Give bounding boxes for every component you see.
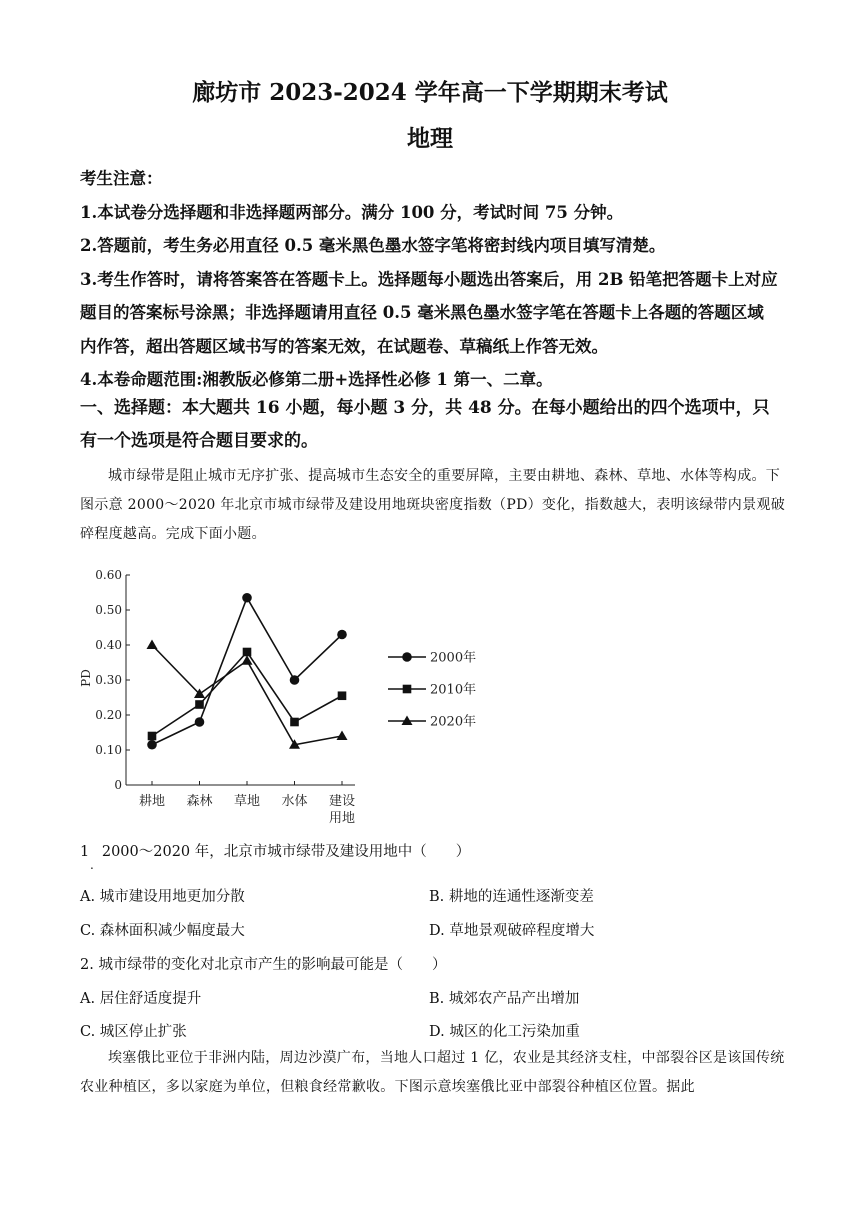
x-tick-label: 耕地 (138, 794, 166, 809)
note-item: 2.答题前，考生务必用直径 0.5 毫米黑色墨水签字笔将密封线内项目填写清楚。 (80, 236, 666, 255)
y-tick-label: 0.10 (95, 743, 122, 757)
x-tick-label: 建设 (328, 794, 356, 809)
q2-option-d: D. 城区的化工污染加重 (429, 1024, 580, 1040)
legend-item (388, 714, 476, 730)
x-tick-label: 用地 (328, 811, 356, 826)
q1-option-c: C. 森林面积减少幅度最大 (80, 923, 245, 939)
q1-option-d: D. 草地景观破碎程度增大 (429, 923, 595, 939)
x-tick-label: 水体 (281, 794, 308, 809)
data-point-square (243, 648, 252, 657)
note-item: 4.本卷命题范围:湘教版必修第二册+选择性必修 1 第一、二章。 (80, 370, 553, 389)
data-point-circle (402, 652, 412, 662)
data-point-circle (337, 630, 347, 640)
section-1 (80, 392, 785, 458)
question-1 (80, 840, 470, 861)
question-2-stem: 2. 城市绿带的变化对北京市产生的影响最可能是（ ） (80, 957, 447, 973)
data-point-circle (147, 740, 157, 750)
q1-option-b: B. 耕地的连通性逐渐变差 (429, 889, 594, 905)
q2-option-a: A. 居住舒适度提升 (80, 991, 202, 1007)
notes (80, 162, 780, 397)
q1-option-a: A. 城市建设用地更加分散 (80, 889, 245, 905)
y-tick-label: 0 (114, 778, 122, 792)
section-heading: 一、选择题：本大题共 16 小题，每小题 3 分，共 48 分。在每小题给出的四个选项中，只有一个选项是符合题目要求的。 (80, 398, 770, 451)
data-point-square (148, 732, 157, 741)
chart-series (147, 593, 348, 750)
data-point-square (290, 718, 299, 727)
chart-axes (126, 575, 355, 785)
y-tick-label: 0.60 (95, 568, 122, 582)
legend-item (388, 650, 476, 666)
data-point-triangle (147, 640, 158, 650)
pd-line-chart (70, 562, 500, 832)
legend-label: 2000年 (430, 650, 477, 666)
question-1-number: 1 (80, 844, 90, 860)
y-tick-label: 0.30 (95, 673, 122, 687)
data-point-triangle (337, 731, 348, 741)
x-tick-label: 森林 (186, 794, 213, 809)
y-tick-label: 0.40 (95, 638, 122, 652)
x-tick-label: 草地 (233, 794, 261, 809)
y-axis-label: PD (79, 669, 93, 687)
legend-label: 2020年 (430, 714, 477, 730)
chart-ticks (79, 568, 355, 826)
q2-option-c: C. 城区停止扩张 (80, 1024, 187, 1040)
legend-label: 2010年 (430, 682, 477, 698)
chart-legend (388, 650, 476, 730)
question-1-dot: . (90, 858, 94, 872)
data-point-circle (290, 675, 300, 685)
material-2: 埃塞俄比亚位于非洲内陆，周边沙漠广布，当地人口超过 1 亿，农业是其经济支柱，中部裂谷区是该国传统农业种植区，多以家庭为单位，但粮食经常歉收。下图示意埃塞俄比亚中部裂谷种植区位置。据此 (80, 1050, 785, 1095)
q2-option-b: B. 城郊农产品产出增加 (429, 991, 580, 1007)
notes-heading: 考生注意： (80, 169, 163, 188)
data-point-circle (195, 717, 205, 727)
data-point-square (403, 685, 412, 694)
exam-title: 廊坊市 2023-2024 学年高一下学期期末考试 (192, 79, 668, 106)
note-item: 1.本试卷分选择题和非选择题两部分。满分 100 分，考试时间 75 分钟。 (80, 202, 624, 222)
note-item: 3.考生作答时，请将答案答在答题卡上。选择题每小题选出答案后，用 2B 铅笔把答题卡上对应题目的答案标号涂黑；非选择题请用直径 0.5 毫米黑色墨水签字笔在答题卡上各题的答题区域内作答，超出答题区域书写的答案无效，在试题卷、草稿纸上作答无效。 (80, 269, 778, 356)
material-1: 城市绿带是阻止城市无序扩张、提高城市生态安全的重要屏障，主要由耕地、森林、草地、水体等构成。下图示意 2000～2020 年北京市城市绿带及建设用地斑块密度指数（PD）变化，指数越大，表明该绿带内景观破碎程度越高。完成下面小题。 (80, 468, 785, 542)
subject-title: 地理 (407, 125, 453, 152)
data-point-square (195, 700, 204, 709)
series-line (152, 598, 342, 745)
question-1-stem: 2000～2020 年，北京市城市绿带及建设用地中（ ） (101, 844, 471, 860)
data-point-circle (242, 593, 252, 603)
y-tick-label: 0.50 (95, 603, 122, 617)
data-point-square (338, 691, 347, 700)
legend-item (388, 682, 476, 698)
y-tick-label: 0.20 (95, 708, 122, 722)
